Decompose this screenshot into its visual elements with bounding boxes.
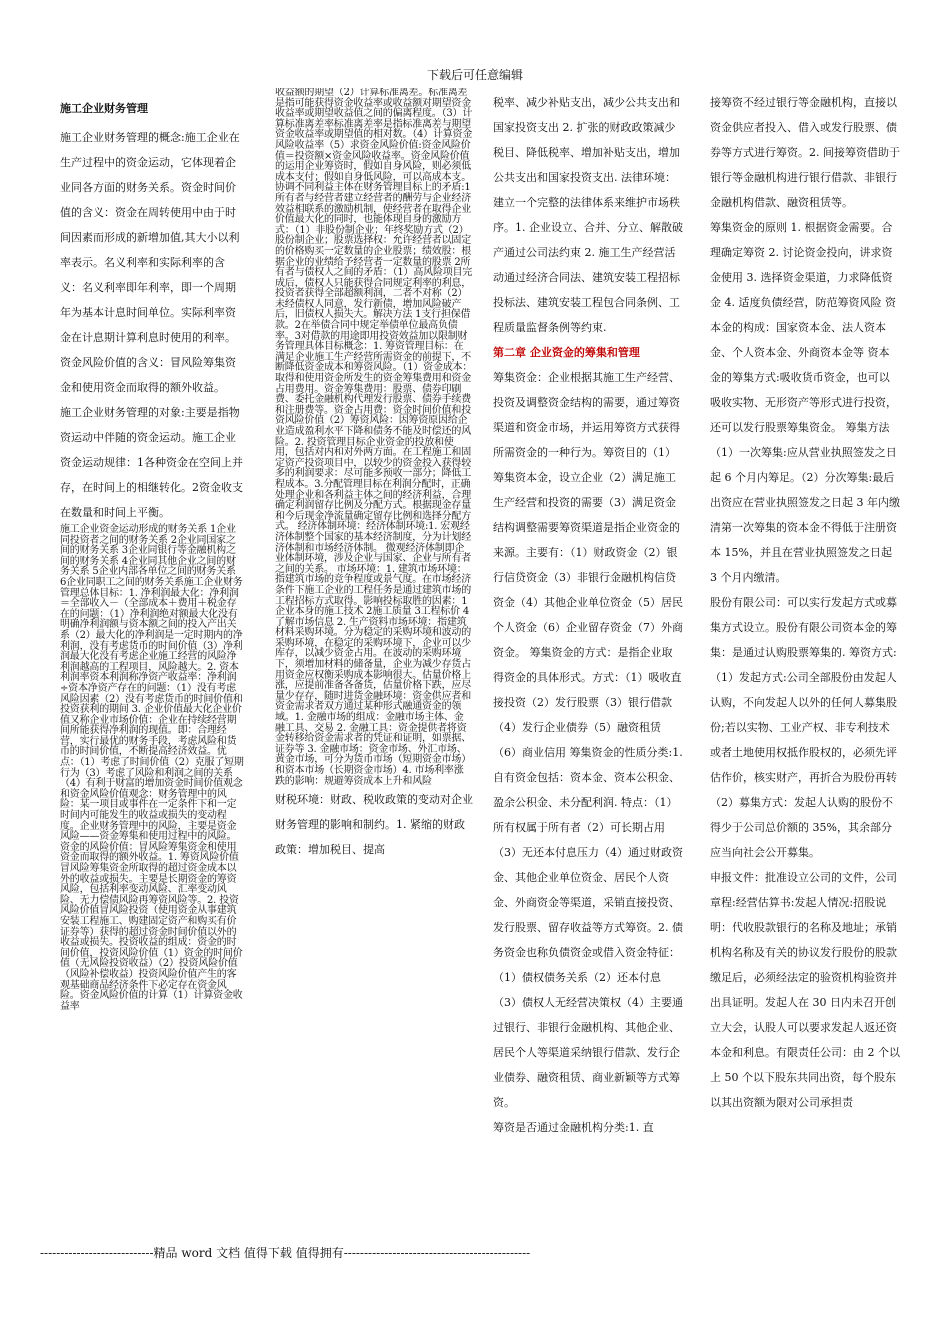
doc-title: 施工企业财务管理 xyxy=(60,102,148,115)
paragraph: 施工企业财务管理的概念:施工企业在生产过程中的资金运动，它体现着企业同各方面的财务关系。资金时间价值的含义：资金在周转使用中由于时间因素而形成的新增加值,其大小以利率表示。名义利率和实际利率的含义：名义利率即年利率，即一个周期年为基本计息时间单位。实际利率资金在计息期计算利息时使用的利率。 资金风险价值的含义：冒风险筹集资金和使用资金而取得的额外收益。 xyxy=(60,131,240,394)
paragraph-dense: 施工企业资金运动形成的财务关系 1企业同投资者之间的财务关系 2企业同国家之间的财务关系 3企业同银行等金融机构之间的财务关系 4企业同其他企业之间的财务关系 5企业内部各单位之间的财务关系 6企业同职工之间的财务关系施工企业财务管理总体目标：1. 净利润最大化：净利润＝全部收入－（全部成本＋费用＋税金存在的问题：（1）净利润绝对额最大化没有明确净利润额与资本额之间的投入产出关系（2）最大化的净利润是一定时期内的净利润，没有考虑货币的时间价值（3）净利润最大化没有考虑企业施工经营的风险净利润越高的工程项目，风险越大。2. 资本利润率资本利润称净资产收益率：净利润÷资本净资产存在的问题：（1）没有考虑风险因素（2）没有考虑货币的时间价值和投资获利的期间 3. 企业价值最大化企业价值又称企业市场价值：企业在持续经营期间所能获得净利润的现值。即：合理经营，实行最优的财务手段，考虑风险和货币的时间价值，不断提高经济效益。优点：（1）考虑了时间价值（2）克服了短期行为（3）考虑了风险和利润之间的关系（4）有利于财富的增加资金时间价值观念和资金风险价值观念：财务管理中的风险：某一项目或事件在一定条件下和一定时间内可能发生的收益或损失的变动程度。企业财务管理中的风险，主要是资金风险——资金筹集和使用过程中的风险。资金的风险价值：冒风险筹集资金和使用资金而取得的额外收益。1. 筹资风险价值冒风险筹集资金所取得的超过资金成本以外的收益或损失。主要是长期资金的筹资风险，包括利率变动风险、汇率变动风险、无力偿债风险再筹资风险等。2. 投资风险价值冒风险投资（使用资金从事建筑安装工程施工、购建固定资产和购买有价证券等）获得的超过资金时间价值以外的收益或损失。投资收益的组成：资金的时间价值，投资风险价值（1）资金的时间价值（无风险投资收益）（2）投资风险价值（风险补偿收益）投资风险价值产生的客观基础商品经济条件下必定存在资金风险。资金风险价值的计算（1）计算资金收益率 xyxy=(60,524,244,1012)
paragraph: 接筹资不经过银行等金融机构，直接以资金供应者投入、借入或发行股票、债券等方式进行筹资。2. 间接筹资借助于银行等金融机构进行银行借款、非银行金融机构借款、融资租赁等。 xyxy=(710,96,900,209)
paragraph-dense: 收益额的期望（2）计算标准离差。标准离差是指可能获得资金收益率或收益额对期望资金收益率或期望收益值之间的偏离程度。（3）计算标准离差率标准离差率是指标准离差与期望资金收益率或期望值的相对数。（4）计算资金风险收益率（5）求资金风险价值:资金风险价值＝投资额×资金风险收益率。资金风险价值的运用企业筹资时，假如自身风险，则必须低成本支付；假如自身低风险，可以高成本支。协调不同利益主体在财务管理目标上的矛盾:1所有者与经营者建立经营者的酬劳与企业经济效益相联系的激励机制，使经营者在取得企业价值最大化的同时，也能体现自身的激励方式：（1）非股份制企业；年终奖励方式（2）股份制企业；股票选择权：允许经营者以固定的价格购买一定数量的企业股票；绩效股：根据企业的业绩给予经营者一定数量的股票 2所有者与债权人之间的矛盾：（1）高风险项目完成后，债权人只能获得合同规定利率的利息，投资者获得全部超额利润，二者不对称（2）未经债权人同意，发行新债，增加风险破产后，旧债权人损失大。解决方法 1支行担保借款。2在举债合同中规定举债单位最高负债率。3对借款的用途即用投资效益加以限制财务管理具体目标概念：1. 筹资管理目标：在满足企业施工生产经营所需资金的前提下，不断降低资金成本和筹资风险。（1）资金成本：取得和使用资金所发生的资金筹集费用和资金占用费用。资金筹集费用：股票、债券印刷费、委托金融机构代理发行股票、债券手续费和注册费等。资金占用费：资金时间价值和投资风险价值（2）筹资风险：因筹资原因给企业造成盈利水平下降和债务不能及时偿还的风险。2. 投资管理目标企业资金的投放和使用，包括对内和对外两方面。在工程施工和固定资产投资项目中，以较少的资金投入获得较多的利润要求：尽可能多预收一部分；降低工程成本。3.分配管理目标在利润分配时，正确处理企业和各利益主体之间的经济利益，合理确定利润留存比例及分配方式。根据现金存量和今后现金净流量确定留存比例和选择分配方式。 经济体制环境：经济体制环境:1. 宏观经济体制整个国家的基本经济制度，分为计划经济体制和市场经济体制。 微观经济体制即企业体制环境，涉及企业与国家、企业与所有者之间的关系。 市场环境：1. 建筑市场环境：指建筑市场的竞争程度或景气度。在市场经济条件下施工企业的工程任务是通过建筑市场的工程招标方式取得。影响投标取胜的因素：1企业本身的施工技术 2施工质量 3工程标价 4了解市场信息 2. 生产资料市场环境：指建筑材料采购环境。分为稳定的采购环境和波动的采购环境，在稳定的采购环境下，企业可以少库存，以减少资金占用。在波动的采购环境下，须增加材料的储备量，企业为减少存货占用资金应权衡采购成本影响很大。估量价格上涨，应提前准备各备货，估量价格下跌，应尽量少存存，随时进货金融环境：资金供应者和资金需求者双方通过某种形式融通资金的领域。1. 金融市场的组成：金融市场主体、金融工具、交易 2. 金融工具：资金提供者将资金转移给资金需求者的凭证和证明，如票据、证券等 3. 金融市场：资金市场、外汇市场、黄金市场，可分为货币市场（短期资金市场）和资本市场（长期资金市场）4. 市场利率涨跌的影响：规避筹资成本上升和风险 xyxy=(275,88,473,787)
paragraph: 财税环境：财政、税收政策的变动对企业财务管理的影响和制约。1. 紧缩的财政政策：增加税目、提高 xyxy=(275,793,473,857)
column-4 xyxy=(710,90,900,1248)
column-1 xyxy=(60,96,244,1248)
paragraph: 施工企业财务管理的对象:主要是指物资运动中伴随的资金运动。施工企业资金运动规律：1各种资金在空间上并存，在时间上的相继转化。2资金收支在数量和时间上平衡。 xyxy=(60,406,243,519)
paragraph: 筹集资金的原则 1. 根据资金需要。合理确定筹资 2. 讨论资金投向，讲求资金使用 3. 选择资金渠道，力求降低资金 4. 适度负债经营，防范筹资风险 资本金的构成：国家资本金、法人资本金、个人资本金、外商资本金等 资本金的筹集方式:吸收货币资金，也可以吸收实物、无形资产等形式进行投资，还可以发行股票筹集资金。 筹集方法（1）一次筹集:应从营业执照签发之日起 6 个月内筹足。（2）分次筹集:最后出资应在营业执照签发之日起 3 年内缴清第一次筹集的资本金不得低于注册资本 15%，并且在营业执照签发之日起 3 个月内缴清。 xyxy=(710,221,900,584)
paragraph: 筹集资金：企业根据其施工生产经营、投资及调整资金结构的需要，通过筹资渠道和资金市场，并运用筹资方式获得所需资金的一种行为。筹资目的（1）筹集资本金，设立企业（2）满足施工生产经营和投资的需要（3）满足资金结构调整需要筹资渠道是指企业资金的来源。主要有：（1）财政资金（2）银行信贷资金（3）非银行金融机构信贷资金（4）其他企业单位资金（5）居民个人资金（6）企业留存资金（7）外商资金。 筹集资金的方式：是指企业取得资金的具体形式。方式：（1）吸收直接投资（2）发行股票（3）银行借款（4）发行企业债券（5）融资租赁（6）商业信用 筹集资金的性质分类:1. 自有资金包括：资本金、资本公积金、盈余公积金、未分配利润. 特点：（1）所有权属于所有者（2）可长期占用（3）无还本付息压力（4）通过财政资金、其他企业单位资金、居民个人资金、外商资金等渠道，采销直接投资、发行股票、留存收益等方式筹资。2. 债务资金也称负债资金或借入资金特征：（1）债权债务关系（2）还本付息（3）债权人无经营决策权（4）主要通过银行、非银行金融机构、其他企业、居民个人等渠道采纳银行借款、发行企业债券、融资租赁、商业新颖等方式筹资。 xyxy=(493,371,683,1109)
paragraph: 股份有限公司：可以实行发起方式或募集方式设立。股份有限公司资本金的筹集：是通过认购股票筹集的. 筹资方式:（1）发起方式:公司全部股份由发起人认购，不向发起人以外的任何人募集股份;若以实物、工业产权、非专利技术或者土地使用权抵作股权的，必须先评估作价，核实财产，再折合为股份再转（2）募集方式：发起人认购的股份不得少于公司总价额的 35%，其余部分应当向社会公开募集。 xyxy=(710,596,897,859)
page-header: 下载后可任意编辑 xyxy=(426,68,523,82)
paragraph: 筹资是否通过金融机构分类:1. 直 xyxy=(493,1121,654,1134)
paragraph: 申报文件：批准设立公司的文件，公司章程:经营估算书:发起人情况:招股说明：代收股款银行的名称及地址；承销机构名称及有关的协议发行股份的股款缴足后，必须经法定的验资机构验资并出具证明。发起人在 30 日内未召开创立大会，认股人可以要求发起人返还资本金和利息。有限责任公司：由 2 个以上 50 个以下股东共同出资，每个股东以其出资额为限对公司承担责 xyxy=(710,871,900,1109)
page-footer: ----------------------------精品 word 文档 值得下载 值得拥有---------------------------------------------- xyxy=(40,1246,531,1260)
column-3 xyxy=(493,90,683,1248)
chapter-heading: 第二章 企业资金的筹集和管理 xyxy=(493,346,640,359)
paragraph: 税率、减少补贴支出，减少公共支出和国家投资支出 2. 扩张的财政政策减少税目、降低税率、增加补贴支出，增加公共支出和国家投资支出. 法律环境：建立一个完整的法律体系来维护市场秩序。1. 企业设立、合并、分立、解散破产通过公司法约束 2. 施工生产经营活动通过经济合同法、建筑安装工程招标投标法、建筑安装工程包合同条例、工程质量监督条例等约束. xyxy=(493,96,683,334)
column-2 xyxy=(275,88,473,1248)
